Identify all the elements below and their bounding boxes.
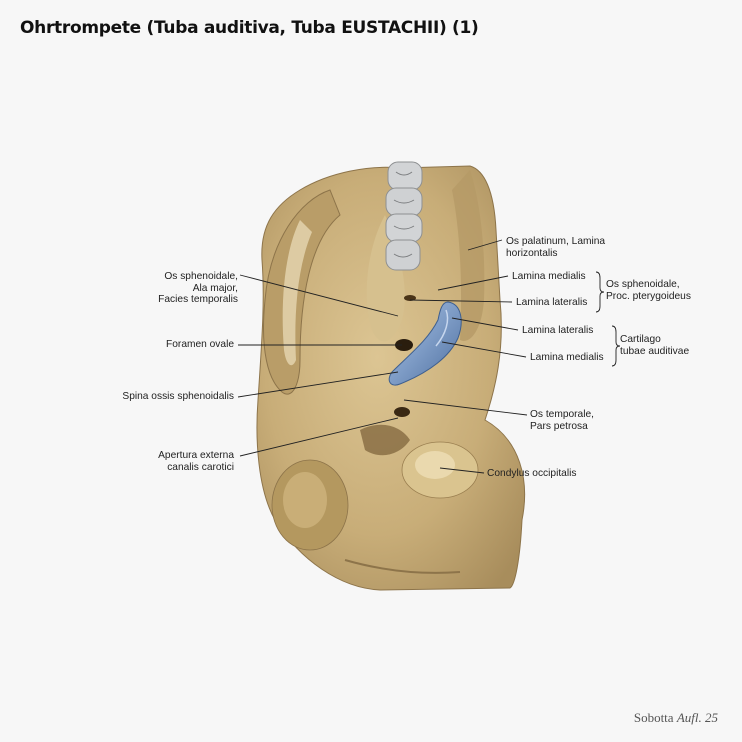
label-proc-pterygoideus: Os sphenoidale, Proc. pterygoideus [606, 279, 691, 302]
label-lamina-lateralis-pterygoid: Lamina lateralis [516, 297, 588, 308]
label-apertura-externa: Apertura externa canalis carotici [158, 450, 234, 473]
page-title: Ohrtrompete (Tuba auditiva, Tuba EUSTACHII) (1) [20, 18, 479, 38]
label-lamina-medialis-pterygoid: Lamina medialis [512, 271, 586, 282]
carotid-aperture-hole [394, 407, 410, 417]
label-lamina-lateralis-cartilage: Lamina lateralis [522, 325, 594, 336]
label-cartilago-tubae: Cartilago tubae auditivae [620, 334, 690, 357]
label-os-temporale-pars-petrosa: Os temporale, Pars petrosa [530, 409, 594, 432]
label-spina-ossis-sphenoidalis: Spina ossis sphenoidalis [122, 391, 234, 402]
label-condylus-occipitalis: Condylus occipitalis [487, 468, 577, 479]
molar-teeth [386, 162, 422, 270]
label-os-sphenoidale-ala-major: Os sphenoidale, Ala major, Facies temporalis [158, 271, 238, 305]
credit-line: Sobotta Aufl. 25 [633, 710, 718, 725]
label-foramen-ovale: Foramen ovale [166, 339, 234, 350]
label-os-palatinum: Os palatinum, Lamina horizontalis [506, 236, 606, 259]
label-lamina-medialis-cartilage: Lamina medialis [530, 352, 604, 363]
